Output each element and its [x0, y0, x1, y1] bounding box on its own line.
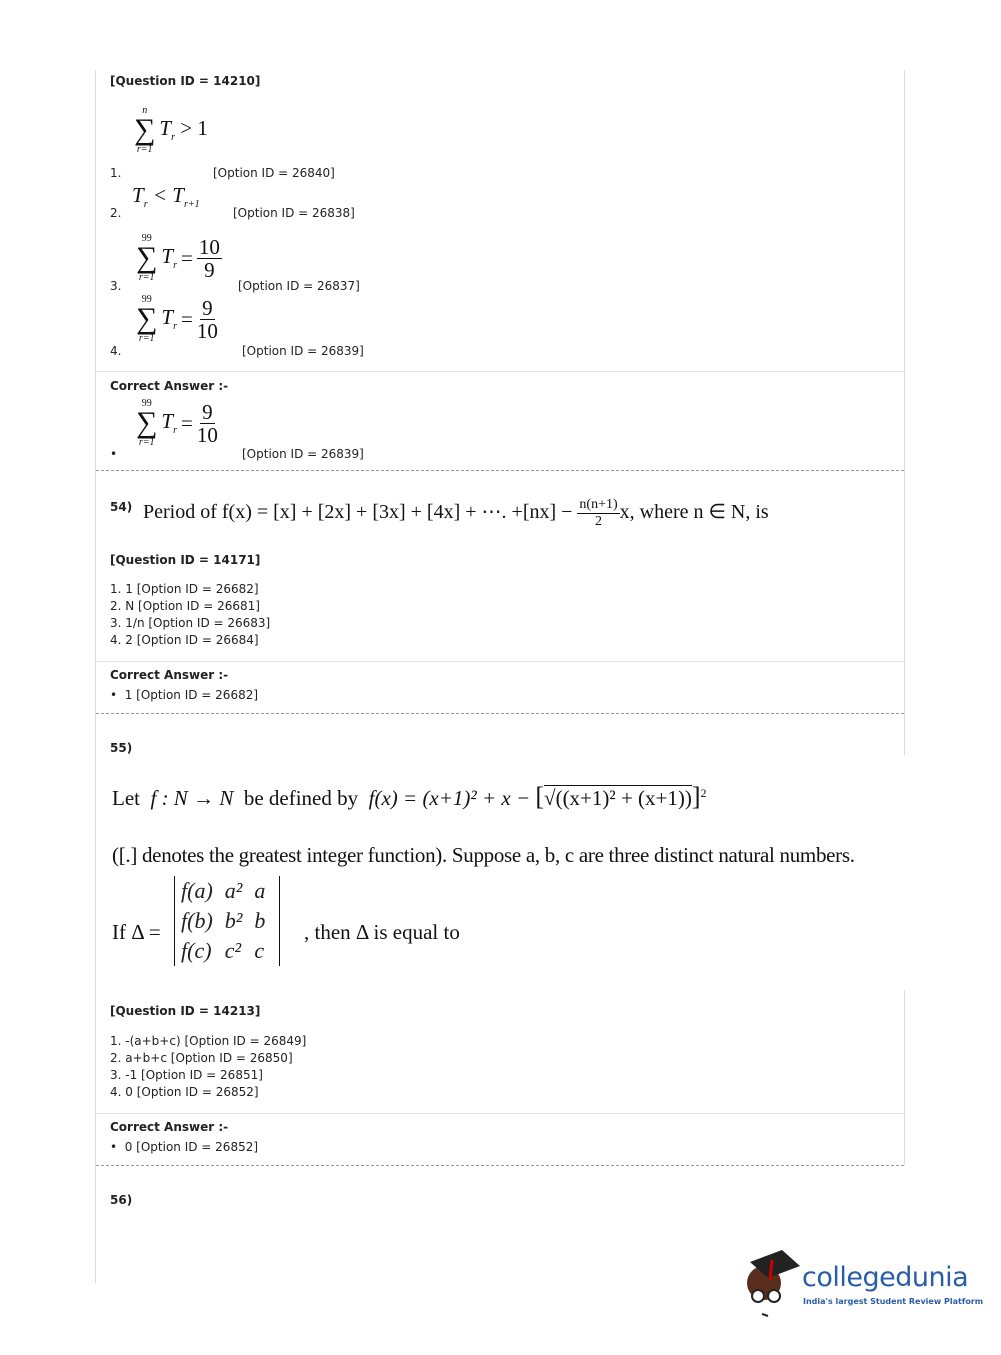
option-id: [Option ID = 26839] [242, 344, 364, 358]
right-border [904, 990, 905, 1165]
question-line-1: Let f : N → N be defined by $f(x) = (x+1)^2 + x - [√((x+1)^2 + (x+1))]^2$ [112, 782, 707, 811]
question-id: [Question ID = 14210] [110, 74, 261, 88]
bullet: • [110, 447, 118, 461]
option: 3. 1/n [Option ID = 26683] [110, 616, 271, 630]
left-border [95, 70, 96, 1283]
determinant-then: , then Δ is equal to [304, 920, 460, 944]
question-number: 55) [110, 741, 133, 755]
option-number: 2. [110, 206, 122, 220]
determinant-if: If Δ = [112, 920, 161, 944]
question-separator [96, 1165, 904, 1166]
option-number: 1. [110, 166, 122, 180]
option: 2. a+b+c [Option ID = 26850] [110, 1051, 293, 1065]
divider [96, 1113, 904, 1114]
divider [96, 371, 904, 372]
right-border [904, 70, 905, 755]
question-id: [Question ID = 14171] [110, 553, 261, 567]
correct-answer-label: Correct Answer :- [110, 379, 229, 393]
question-number: 56) [110, 1193, 133, 1207]
question-separator [96, 470, 904, 471]
option: 1. -(a+b+c) [Option ID = 26849] [110, 1034, 307, 1048]
collegedunia-mascot-icon [742, 1248, 802, 1318]
question-separator [96, 713, 904, 714]
determinant-matrix: f(a) a² a f(b) b² b f(c) c² c [174, 876, 280, 966]
correct-answer-math: 99 ∑ r=1 $T_r$ = $\frac{9}{10}$ [136, 398, 218, 448]
question-id: [Question ID = 14213] [110, 1004, 261, 1018]
option-id: [Option ID = 26838] [233, 206, 355, 220]
option: 1. 1 [Option ID = 26682] [110, 582, 259, 596]
option-2-math: $T_r < T_{r+1}$ [132, 183, 200, 211]
question-line-2: ([.] denotes the greatest integer function). Suppose a, b, c are three distinct natural numbers. [112, 843, 855, 867]
option-number: 3. [110, 279, 122, 293]
question-number: 54) [110, 500, 133, 514]
correct-answer-label: Correct Answer :- [110, 1120, 229, 1134]
option-id: [Option ID = 26837] [238, 279, 360, 293]
option: 3. -1 [Option ID = 26851] [110, 1068, 263, 1082]
option: 4. 0 [Option ID = 26852] [110, 1085, 259, 1099]
option-number: 4. [110, 344, 122, 358]
correct-answer-label: Correct Answer :- [110, 668, 229, 682]
logo-name: collegedunia [802, 1262, 969, 1293]
option: 2. N [Option ID = 26681] [110, 599, 260, 613]
option-1-math: n ∑ r=1 $T_r > 1$ [134, 105, 208, 155]
option: 4. 2 [Option ID = 26684] [110, 633, 259, 647]
question-text: Period of f(x) = [x] + [2x] + [3x] + [4x] + ⋯. +[nx] − $\frac{n(n+1)}{2}$ x, where n ∈ N, is [143, 497, 769, 529]
option-3-math: 99 ∑ r=1 $T_r$ = $\frac{10}{9}$ [136, 233, 220, 283]
divider [96, 661, 904, 662]
logo-tagline: India's largest Student Review Platform [803, 1297, 984, 1306]
option-id: [Option ID = 26840] [213, 166, 335, 180]
correct-answer: • 0 [Option ID = 26852] [110, 1140, 259, 1154]
option-id: [Option ID = 26839] [242, 447, 364, 461]
correct-answer: • 1 [Option ID = 26682] [110, 688, 259, 702]
option-4-math: 99 ∑ r=1 $T_r$ = $\frac{9}{10}$ [136, 294, 218, 344]
